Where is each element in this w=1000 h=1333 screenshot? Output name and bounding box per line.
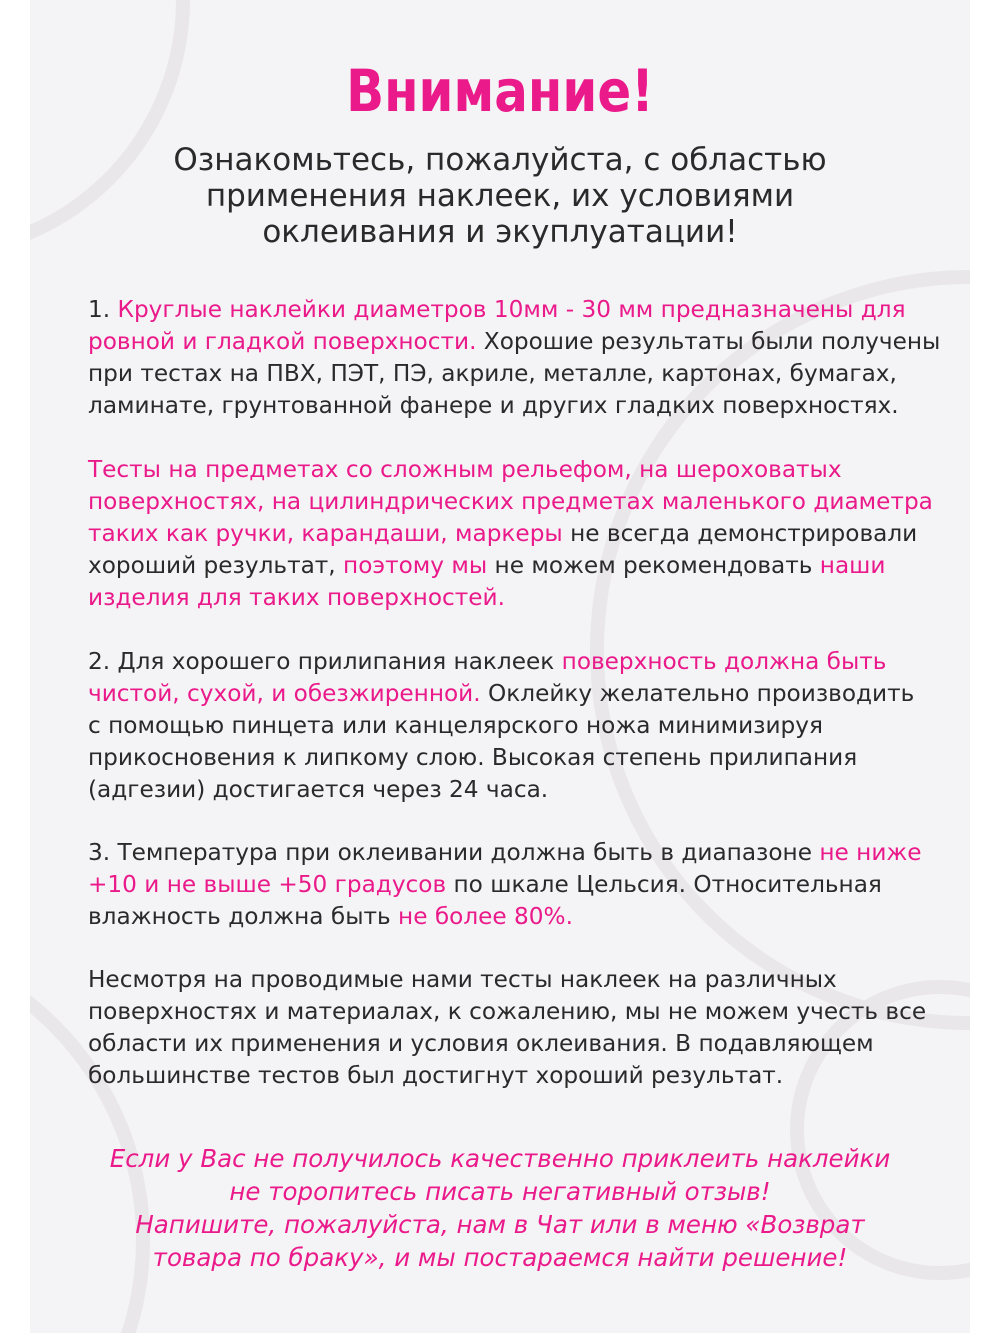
- paragraph-complex-surfaces: [88, 454, 938, 614]
- text-segment: 2. Для хорошего прилипания наклеек: [88, 648, 562, 675]
- page-subtitle: [30, 142, 970, 250]
- paragraph-adhesion: [88, 646, 938, 806]
- text-line: [88, 901, 938, 933]
- text-segment: не можем рекомендовать: [487, 552, 820, 579]
- text-segment: Хорошие результаты были получены: [476, 328, 941, 355]
- highlight-text: не ниже: [819, 839, 922, 866]
- highlight-text: Тесты на предметах со сложным рельефом, на шероховатых: [88, 456, 842, 483]
- text-line: [88, 837, 938, 869]
- text-segment: влажность должна быть: [88, 903, 399, 930]
- closing-line: товара по браку», и мы постараемся найти решение!: [152, 1243, 848, 1272]
- text-segment: Оклейку желательно производить: [480, 680, 915, 707]
- text-line: поверхностях и материалах, к сожалению, мы не можем учесть все: [88, 998, 927, 1025]
- text-segment: по шкале Цельсия. Относительная: [446, 871, 882, 898]
- closing-line: Напишите, пожалуйста, нам в Чат или в меню «Возврат: [135, 1210, 865, 1239]
- subtitle-line: Ознакомьтесь, пожалуйста, с областью: [173, 142, 827, 178]
- instruction-card: [30, 0, 970, 1333]
- highlight-text: +10 и не выше +50 градусов: [88, 871, 447, 898]
- highlight-text: таких как ручки, карандаши, маркеры: [88, 520, 563, 547]
- text-line: Несмотря на проводимые нами тесты наклеек на различных: [88, 966, 837, 993]
- text-line: [88, 518, 938, 550]
- text-line: с помощью пинцета или канцелярского ножа минимизируя: [88, 712, 823, 739]
- text-line: области их применения и условия оклеивания. В подавляющем: [88, 1030, 874, 1057]
- text-line: [88, 869, 938, 901]
- text-segment: 1.: [88, 296, 118, 323]
- highlight-text: изделия для таких поверхностей.: [88, 584, 505, 611]
- closing-line: Если у Вас не получилось качественно приклеить наклейки: [109, 1144, 891, 1173]
- text-line: прикосновения к липкому слою. Высокая степень прилипания: [88, 744, 858, 771]
- text-line: [88, 326, 941, 358]
- page-title: Внимание!: [346, 57, 654, 125]
- highlight-text: поэтому мы: [343, 552, 488, 579]
- subtitle-line: оклеивания и экуплуатации!: [262, 214, 738, 250]
- text-line: [88, 646, 938, 678]
- text-line: [88, 294, 938, 326]
- text-line: при тестах на ПВХ, ПЭТ, ПЭ, акриле, металле, картонах, бумагах,: [88, 360, 897, 387]
- highlight-text: поверхностях, на цилиндрических предметах маленького диаметра: [88, 488, 933, 515]
- paragraph-surface-types: [88, 294, 941, 422]
- highlight-text: поверхность должна быть: [561, 648, 887, 675]
- subtitle-line: применения наклеек, их условиями: [205, 178, 795, 214]
- highlight-text: ровной и гладкой поверхности.: [88, 328, 477, 355]
- closing-message: [30, 1142, 970, 1274]
- text-line: [88, 550, 938, 582]
- text-line: ламинате, грунтованной фанере и других гладких поверхностях.: [88, 392, 899, 419]
- highlight-text: наши: [819, 552, 886, 579]
- highlight-text: чистой, сухой, и обезжиренной.: [88, 680, 481, 707]
- text-line: большинстве тестов был достигнут хороший результат.: [88, 1062, 784, 1089]
- highlight-text: не более 80%.: [398, 903, 573, 930]
- text-line: (адгезии) достигается через 24 часа.: [88, 776, 549, 803]
- text-segment: 3. Температура при оклеивании должна быть в диапазоне: [88, 839, 820, 866]
- paragraph-disclaimer: [88, 964, 938, 1092]
- text-line: [88, 678, 938, 710]
- closing-line: не торопитесь писать негативный отзыв!: [229, 1177, 771, 1206]
- highlight-text: Круглые наклейки диаметров 10мм - 30 мм предназначены для: [117, 296, 906, 323]
- text-segment: хороший результат,: [88, 552, 344, 579]
- paragraph-temperature: [88, 837, 938, 933]
- text-segment: не всегда демонстрировали: [562, 520, 918, 547]
